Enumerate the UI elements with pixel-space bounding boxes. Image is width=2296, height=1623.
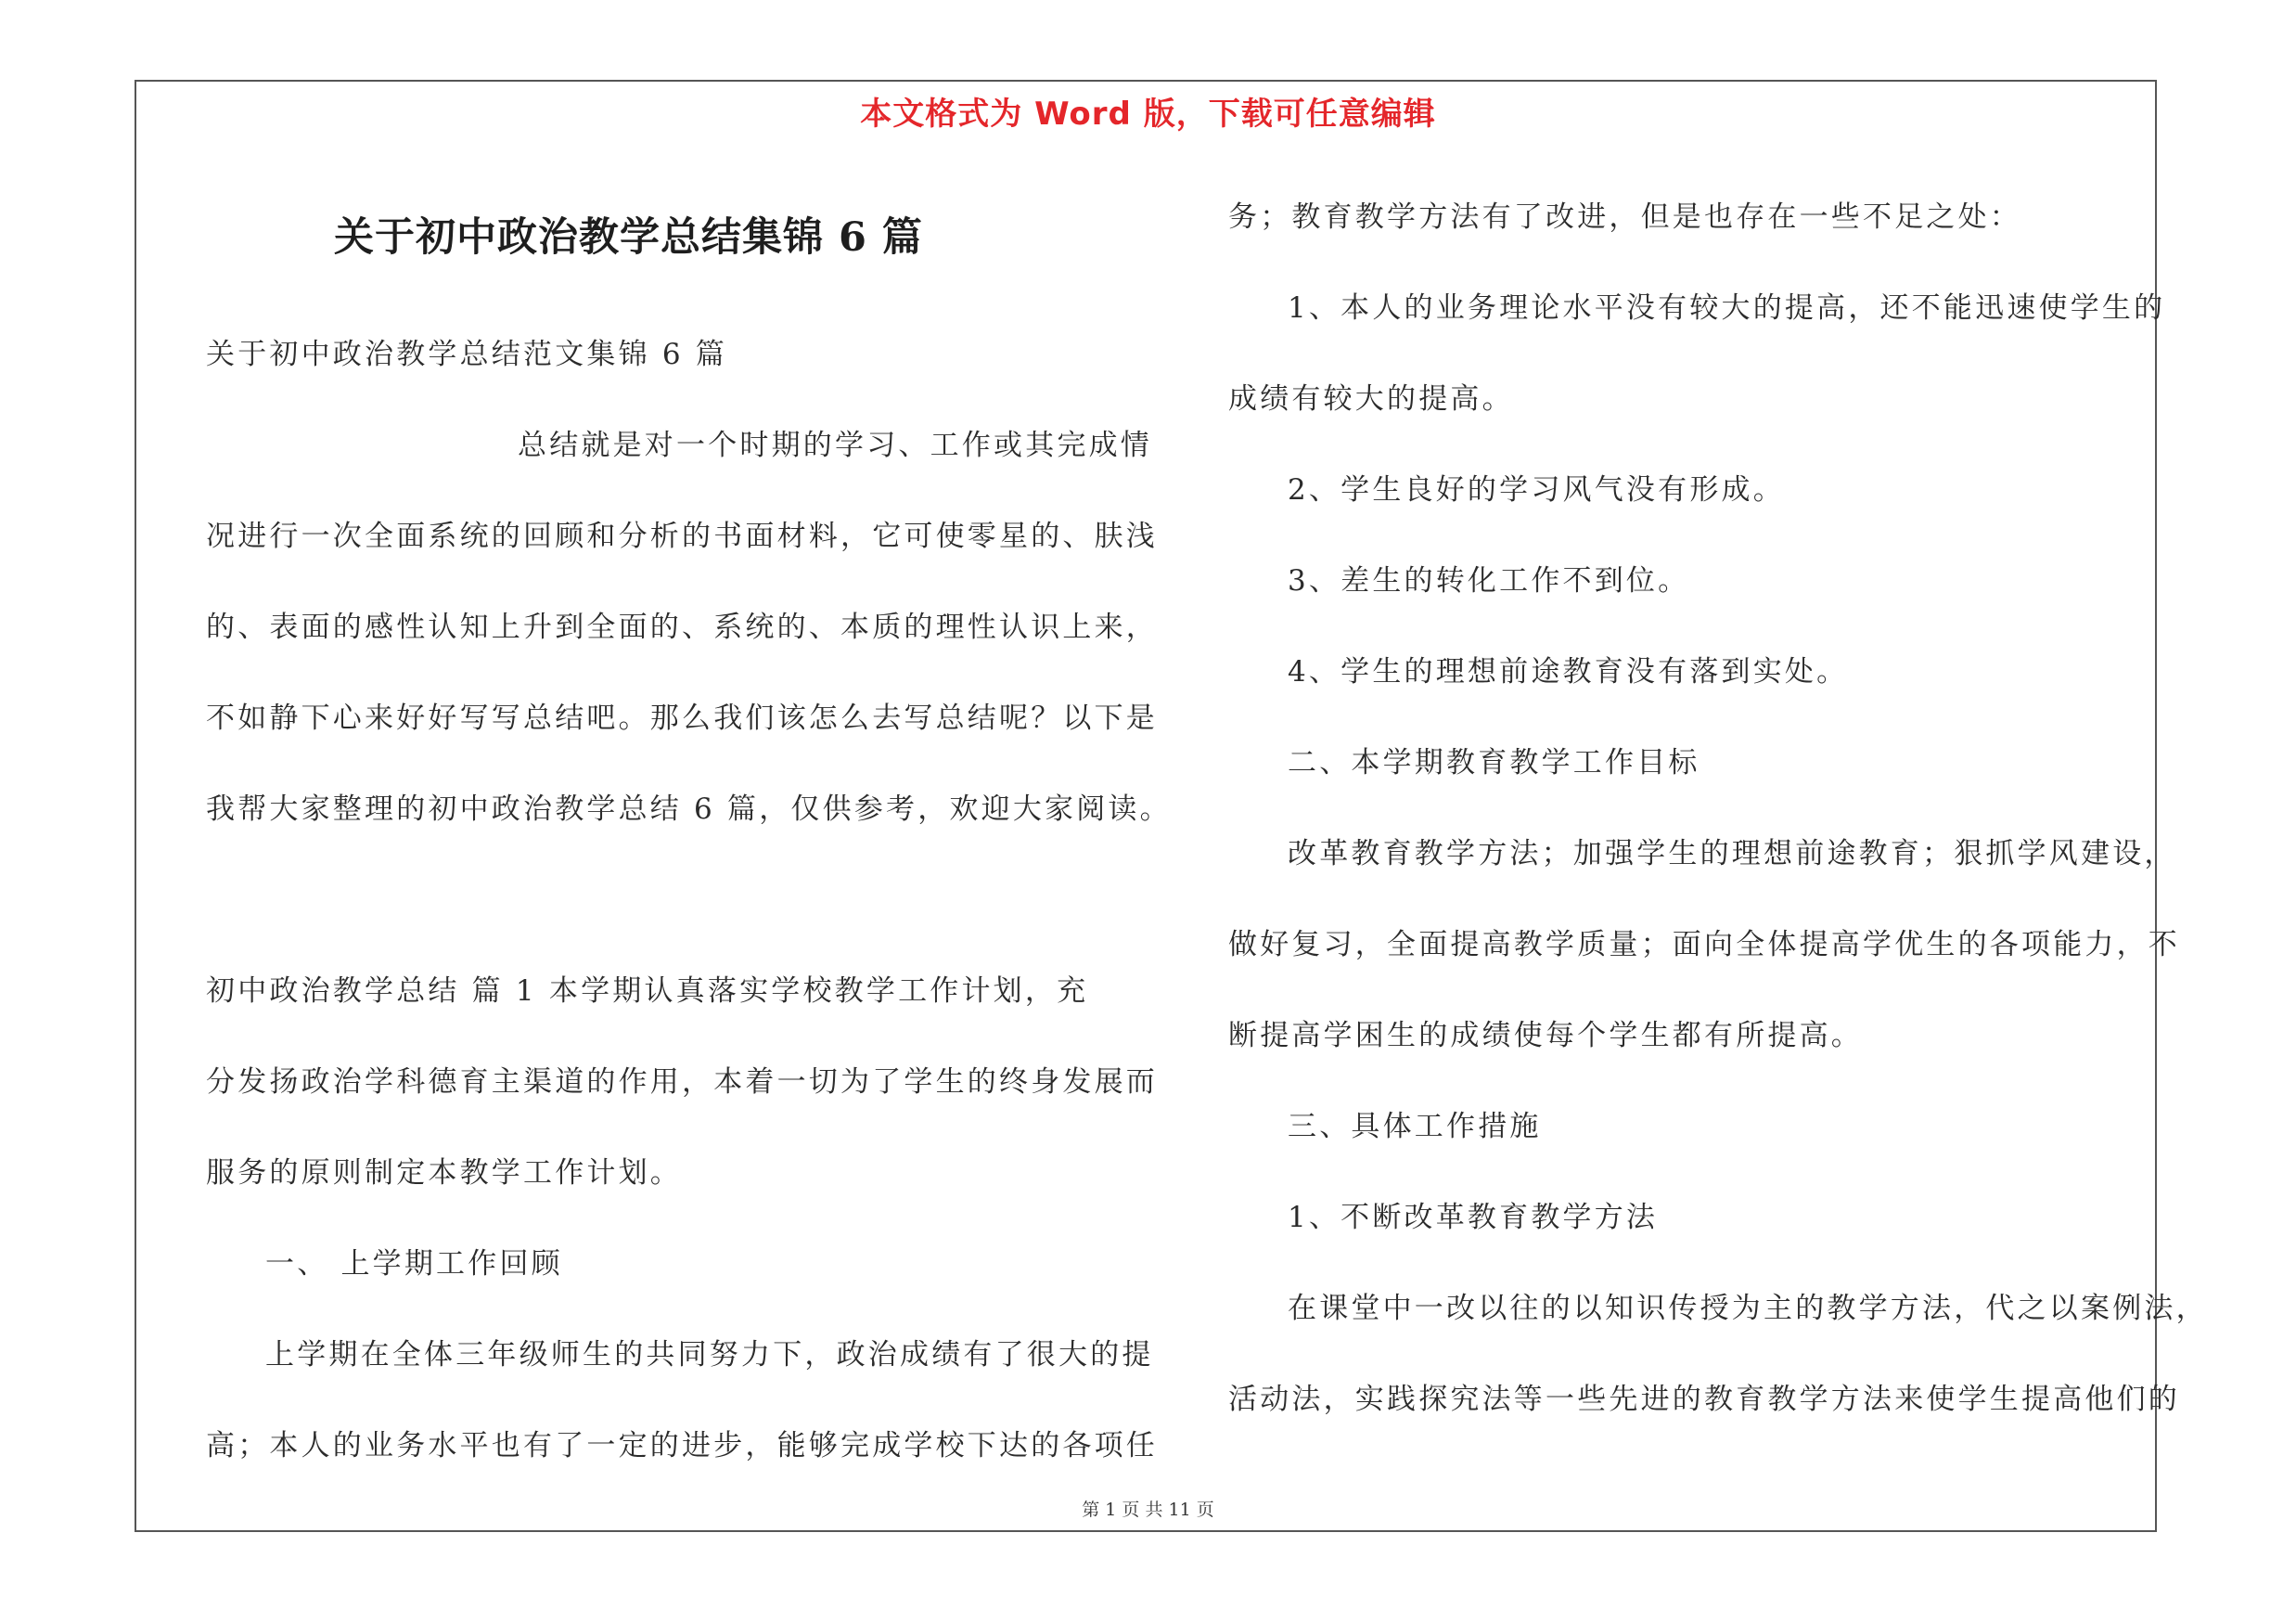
text-line: 况进行一次全面系统的回顾和分析的书面材料，它可使零星的、肤浅 [206, 520, 1158, 553]
text-line: 的、表面的感性认知上升到全面的、系统的、本质的理性认识上来， [206, 611, 1158, 644]
document-title: 关于初中政治教学总结集锦 6 篇 [334, 214, 923, 261]
text-line: 改革教育教学方法；加强学生的理想前途教育；狠抓学风建设， [1288, 837, 2176, 870]
text-line: 我帮大家整理的初中政治教学总结 6 篇，仅供参考，欢迎大家阅读。 [206, 792, 1172, 826]
text-line: 不如静下心来好好写写总结吧。那么我们该怎么去写总结呢？以下是 [206, 702, 1158, 735]
text-line: 成绩有较大的提高。 [1228, 382, 1514, 416]
text-line: 上学期在全体三年级师生的共同努力下，政治成绩有了很大的提 [265, 1338, 1154, 1372]
text-line: 做好复习，全面提高教学质量；面向全体提高学优生的各项能力，不 [1228, 928, 2180, 961]
text-line: 3、差生的转化工作不到位。 [1288, 564, 1690, 598]
text-line: 总结就是对一个时期的学习、工作或其完成情 [518, 429, 1152, 462]
text-line: 分发扬政治学科德育主渠道的作用，本着一切为了学生的终身发展而 [206, 1065, 1158, 1099]
text-line: 服务的原则制定本教学工作计划。 [206, 1156, 682, 1190]
text-line: 活动法，实践探究法等一些先进的教育教学方法来使学生提高他们的 [1228, 1383, 2180, 1416]
text-line: 高；本人的业务水平也有了一定的进步，能够完成学校下达的各项任 [206, 1429, 1158, 1462]
text-line: 2、学生良好的学习风气没有形成。 [1288, 473, 1785, 507]
page-number-footer: 第 1 页 共 11 页 [1082, 1500, 1214, 1520]
text-line: 1、不断改革教育教学方法 [1288, 1201, 1659, 1234]
text-line: 4、学生的理想前途教育没有落到实处。 [1288, 655, 1849, 689]
text-line: 在课堂中一改以往的以知识传授为主的教学方法，代之以案例法， [1288, 1292, 2208, 1325]
text-line: 关于初中政治教学总结范文集锦 6 篇 [206, 338, 728, 371]
text-line: 1、本人的业务理论水平没有较大的提高，还不能迅速使学生的 [1288, 291, 2166, 325]
word-format-banner: 本文格式为 Word 版，下载可任意编辑 [860, 96, 1436, 133]
text-line: 务；教育教学方法有了改进，但是也存在一些不足之处： [1228, 200, 2021, 234]
text-line: 断提高学困生的成绩使每个学生都有所提高。 [1228, 1019, 1863, 1052]
text-line: 初中政治教学总结 篇 1 本学期认真落实学校教学工作计划，充 [206, 974, 1089, 1008]
section-heading: 三、具体工作措施 [1288, 1110, 1542, 1143]
section-heading: 二、本学期教育教学工作目标 [1288, 746, 1700, 779]
section-heading: 一、 上学期工作回顾 [265, 1247, 563, 1281]
